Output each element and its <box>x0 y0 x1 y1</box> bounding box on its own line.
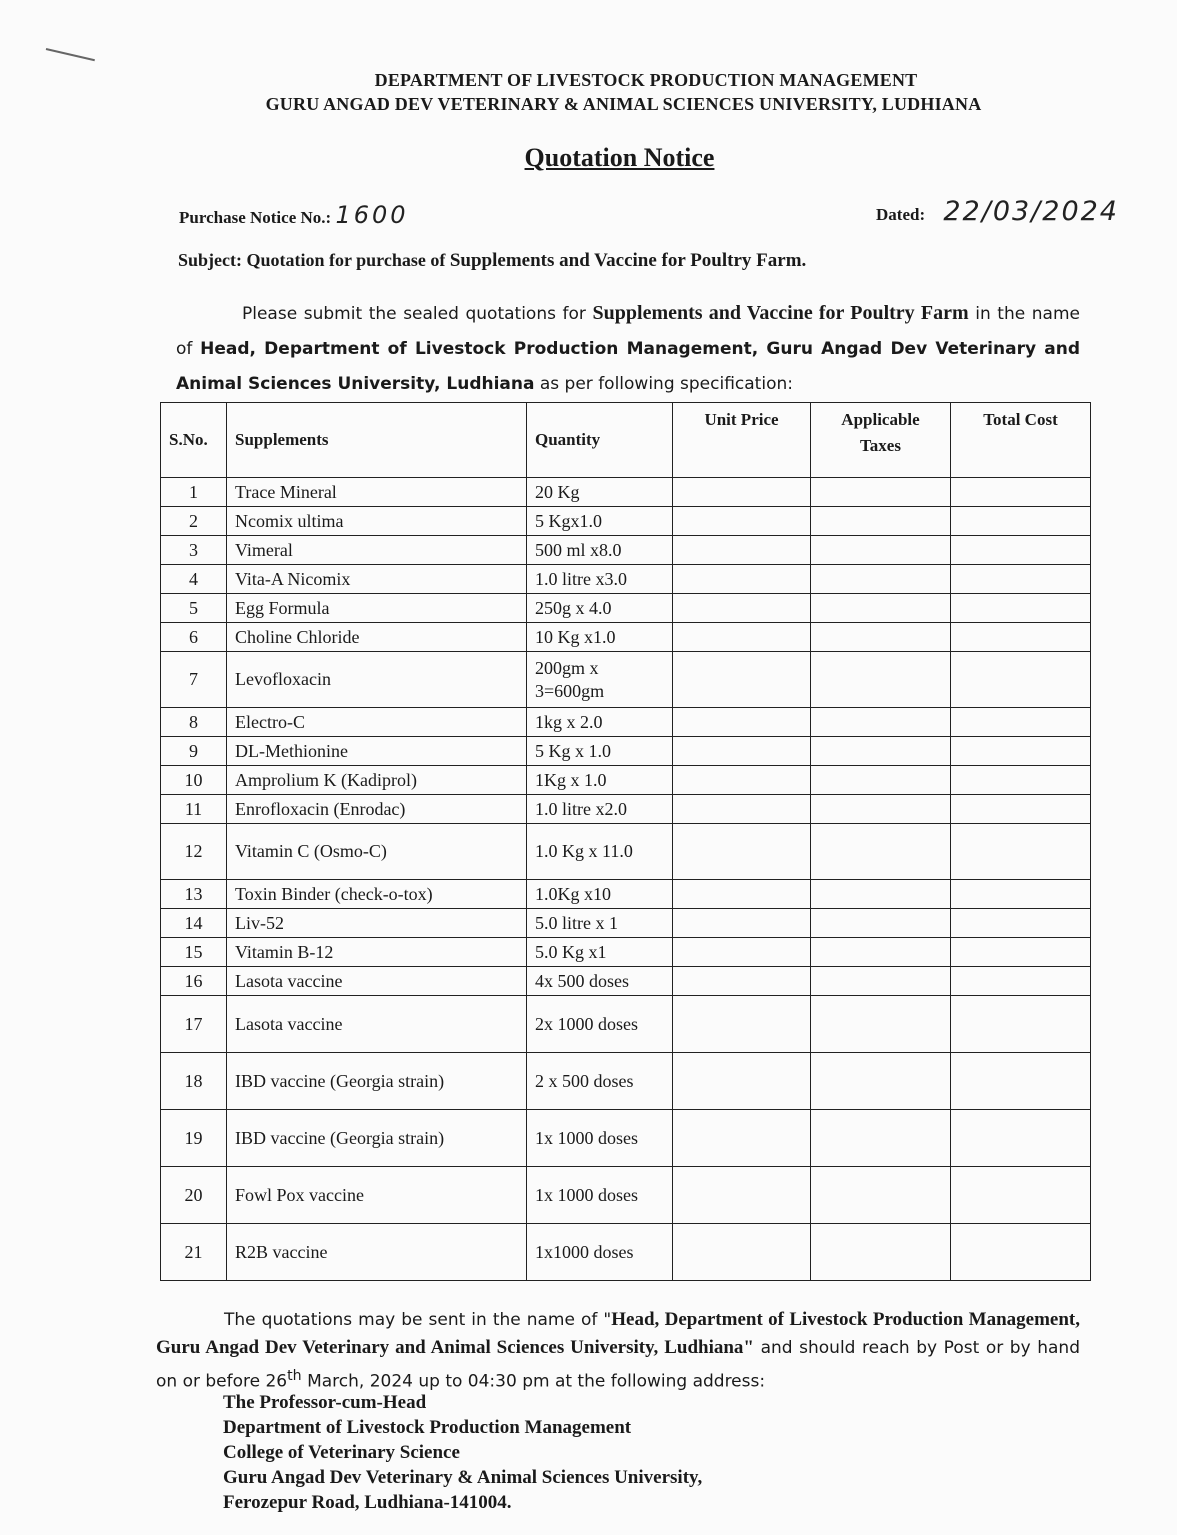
row-quantity: 5.0 Kg x1 <box>527 938 673 967</box>
intro-bold-1: Supplements and Vaccine for Poultry Farm <box>592 302 969 324</box>
address-block <box>223 1390 702 1515</box>
row-applicable-taxes <box>811 880 951 909</box>
row-sno: 10 <box>161 766 227 795</box>
row-total-cost <box>951 824 1091 880</box>
row-sno: 8 <box>161 708 227 737</box>
header-supplements: Supplements <box>227 403 527 478</box>
row-sno: 19 <box>161 1110 227 1167</box>
row-sno: 11 <box>161 795 227 824</box>
table-body <box>161 478 1091 1281</box>
row-quantity: 250g x 4.0 <box>527 594 673 623</box>
row-sno: 21 <box>161 1224 227 1281</box>
row-supplement: Toxin Binder (check-o-tox) <box>227 880 527 909</box>
row-total-cost <box>951 1224 1091 1281</box>
table-row <box>161 594 1091 623</box>
address-line: Guru Angad Dev Veterinary & Animal Sciences University, <box>223 1467 703 1488</box>
row-supplement: Amprolium K (Kadiprol) <box>227 766 527 795</box>
row-sno: 9 <box>161 737 227 766</box>
table-row <box>161 824 1091 880</box>
header-applicable-taxes: Applicable Taxes <box>811 403 951 478</box>
table-row <box>161 478 1091 507</box>
university-name: GURU ANGAD DEV VETERINARY & ANIMAL SCIENCES UNIVERSITY, LUDHIANA <box>265 94 982 114</box>
row-supplement: Levofloxacin <box>227 652 527 708</box>
row-sno: 2 <box>161 507 227 536</box>
row-sno: 12 <box>161 824 227 880</box>
row-total-cost <box>951 594 1091 623</box>
row-supplement: IBD vaccine (Georgia strain) <box>227 1053 527 1110</box>
row-unit-price <box>673 996 811 1053</box>
row-total-cost <box>951 1110 1091 1167</box>
table-row <box>161 795 1091 824</box>
document-header <box>0 68 1177 116</box>
row-quantity: 5 Kgx1.0 <box>527 507 673 536</box>
row-total-cost <box>951 967 1091 996</box>
row-applicable-taxes <box>811 623 951 652</box>
row-sno: 13 <box>161 880 227 909</box>
header-quantity: Quantity <box>527 403 673 478</box>
page-title: Quotation Notice <box>524 143 715 172</box>
address-line: College of Veterinary Science <box>223 1442 460 1463</box>
table-row <box>161 1053 1091 1110</box>
table-row <box>161 536 1091 565</box>
date-label: Dated: <box>876 205 926 224</box>
intro-text-1: Please submit the sealed quotations for <box>242 304 586 324</box>
row-sno: 3 <box>161 536 227 565</box>
row-quantity: 2x 1000 doses <box>527 996 673 1053</box>
pen-mark <box>46 48 95 61</box>
row-unit-price <box>673 507 811 536</box>
purchase-notice-number: 1600 <box>335 201 409 229</box>
row-sno: 5 <box>161 594 227 623</box>
row-quantity: 1.0 Kg x 11.0 <box>527 824 673 880</box>
row-supplement: Vitamin B-12 <box>227 938 527 967</box>
row-supplement: Choline Chloride <box>227 623 527 652</box>
intro-text-2: in the name of <box>176 304 1080 359</box>
row-total-cost <box>951 536 1091 565</box>
row-sno: 18 <box>161 1053 227 1110</box>
intro-paragraph <box>176 296 1080 402</box>
row-supplement: Electro-C <box>227 708 527 737</box>
row-total-cost <box>951 478 1091 507</box>
row-sno: 17 <box>161 996 227 1053</box>
row-applicable-taxes <box>811 1167 951 1224</box>
purchase-notice <box>179 201 409 229</box>
row-applicable-taxes <box>811 1053 951 1110</box>
date-value: 22/03/2024 <box>943 196 1119 227</box>
row-sno: 15 <box>161 938 227 967</box>
subject-prefix: Subject: Quotation for purchase of <box>178 250 446 270</box>
row-unit-price <box>673 1224 811 1281</box>
date-block <box>876 196 1119 227</box>
row-applicable-taxes <box>811 824 951 880</box>
row-total-cost <box>951 652 1091 708</box>
row-applicable-taxes <box>811 708 951 737</box>
table-row <box>161 967 1091 996</box>
row-quantity: 1x1000 doses <box>527 1224 673 1281</box>
row-unit-price <box>673 652 811 708</box>
closing-text-3: March, 2024 up to 04:30 pm at the following address: <box>307 1371 766 1392</box>
row-applicable-taxes <box>811 967 951 996</box>
row-unit-price <box>673 824 811 880</box>
table-row <box>161 708 1091 737</box>
row-applicable-taxes <box>811 507 951 536</box>
closing-bold: Head, Department of Livestock Production Management, Guru Angad Dev Veterinary and Animal Sciences University, Ludhiana" <box>156 1309 1080 1358</box>
intro-text-3: as per following specification: <box>539 374 793 394</box>
row-quantity: 10 Kg x1.0 <box>527 623 673 652</box>
row-total-cost <box>951 737 1091 766</box>
table-row <box>161 652 1091 708</box>
row-applicable-taxes <box>811 565 951 594</box>
header-total-cost: Total Cost <box>951 403 1091 478</box>
closing-paragraph <box>156 1306 1080 1396</box>
row-applicable-taxes <box>811 652 951 708</box>
row-supplement: Vitamin C (Osmo-C) <box>227 824 527 880</box>
row-unit-price <box>673 708 811 737</box>
address-line: Department of Livestock Production Management <box>223 1417 632 1438</box>
header-sno: S.No. <box>161 403 227 478</box>
row-total-cost <box>951 708 1091 737</box>
row-quantity: 1.0 litre x2.0 <box>527 795 673 824</box>
row-applicable-taxes <box>811 536 951 565</box>
row-quantity: 20 Kg <box>527 478 673 507</box>
row-supplement: Trace Mineral <box>227 478 527 507</box>
row-unit-price <box>673 594 811 623</box>
table-row <box>161 996 1091 1053</box>
address-line: Ferozepur Road, Ludhiana-141004. <box>223 1492 512 1513</box>
row-applicable-taxes <box>811 737 951 766</box>
row-sno: 20 <box>161 1167 227 1224</box>
row-supplement: Lasota vaccine <box>227 967 527 996</box>
row-supplement: Lasota vaccine <box>227 996 527 1053</box>
row-quantity: 500 ml x8.0 <box>527 536 673 565</box>
closing-sup: th <box>287 1368 302 1384</box>
address-line: The Professor-cum-Head <box>223 1392 427 1413</box>
row-supplement: R2B vaccine <box>227 1224 527 1281</box>
row-total-cost <box>951 938 1091 967</box>
table-row <box>161 938 1091 967</box>
row-applicable-taxes <box>811 938 951 967</box>
row-supplement: DL-Methionine <box>227 737 527 766</box>
row-applicable-taxes <box>811 1224 951 1281</box>
row-sno: 4 <box>161 565 227 594</box>
row-unit-price <box>673 1167 811 1224</box>
table-row <box>161 623 1091 652</box>
row-unit-price <box>673 1110 811 1167</box>
row-applicable-taxes <box>811 478 951 507</box>
row-total-cost <box>951 1053 1091 1110</box>
row-supplement: Egg Formula <box>227 594 527 623</box>
row-applicable-taxes <box>811 795 951 824</box>
row-unit-price <box>673 1053 811 1110</box>
row-quantity: 1Kg x 1.0 <box>527 766 673 795</box>
row-applicable-taxes <box>811 909 951 938</box>
row-unit-price <box>673 909 811 938</box>
table-row <box>161 1167 1091 1224</box>
table-row <box>161 565 1091 594</box>
row-supplement: Ncomix ultima <box>227 507 527 536</box>
table-row <box>161 1110 1091 1167</box>
row-quantity: 1.0Kg x10 <box>527 880 673 909</box>
row-quantity: 1x 1000 doses <box>527 1110 673 1167</box>
closing-text-2: and should reach by Post or by hand on or before 26 <box>156 1338 1080 1392</box>
department-name: DEPARTMENT OF LIVESTOCK PRODUCTION MANAGEMENT <box>374 70 918 90</box>
row-quantity: 5 Kg x 1.0 <box>527 737 673 766</box>
row-unit-price <box>673 795 811 824</box>
row-supplement: Vimeral <box>227 536 527 565</box>
row-unit-price <box>673 737 811 766</box>
row-total-cost <box>951 795 1091 824</box>
row-quantity: 1.0 litre x3.0 <box>527 565 673 594</box>
row-unit-price <box>673 536 811 565</box>
row-quantity: 2 x 500 doses <box>527 1053 673 1110</box>
row-applicable-taxes <box>811 594 951 623</box>
table-row <box>161 507 1091 536</box>
intro-bold-2: Head, Department of Livestock Production Management, Guru Angad Dev Veterinary and Animal Sciences University, Ludhiana <box>176 339 1081 394</box>
row-quantity: 1kg x 2.0 <box>527 708 673 737</box>
row-total-cost <box>951 909 1091 938</box>
table-row <box>161 1224 1091 1281</box>
specification-table <box>160 402 1091 1281</box>
row-unit-price <box>673 478 811 507</box>
row-supplement: Vita-A Nicomix <box>227 565 527 594</box>
row-sno: 7 <box>161 652 227 708</box>
header-unit-price: Unit Price <box>673 403 811 478</box>
row-applicable-taxes <box>811 996 951 1053</box>
row-quantity: 5.0 litre x 1 <box>527 909 673 938</box>
row-sno: 1 <box>161 478 227 507</box>
row-total-cost <box>951 565 1091 594</box>
row-applicable-taxes <box>811 1110 951 1167</box>
row-sno: 14 <box>161 909 227 938</box>
row-supplement: Enrofloxacin (Enrodac) <box>227 795 527 824</box>
subject-emphasis: Supplements and Vaccine for Poultry Farm. <box>449 250 807 271</box>
row-sno: 16 <box>161 967 227 996</box>
subject-line <box>178 250 806 272</box>
row-unit-price <box>673 565 811 594</box>
row-unit-price <box>673 938 811 967</box>
row-total-cost <box>951 766 1091 795</box>
row-supplement: IBD vaccine (Georgia strain) <box>227 1110 527 1167</box>
row-supplement: Liv-52 <box>227 909 527 938</box>
row-sno: 6 <box>161 623 227 652</box>
row-total-cost <box>951 623 1091 652</box>
purchase-notice-label: Purchase Notice No.: <box>179 208 332 227</box>
row-unit-price <box>673 623 811 652</box>
row-unit-price <box>673 880 811 909</box>
table-row <box>161 880 1091 909</box>
row-quantity: 200gm x 3=600gm <box>527 652 673 708</box>
row-supplement: Fowl Pox vaccine <box>227 1167 527 1224</box>
row-total-cost <box>951 996 1091 1053</box>
closing-text-1: The quotations may be sent in the name of " <box>224 1310 612 1330</box>
row-quantity: 1x 1000 doses <box>527 1167 673 1224</box>
table-row <box>161 766 1091 795</box>
row-unit-price <box>673 967 811 996</box>
row-quantity: 4x 500 doses <box>527 967 673 996</box>
row-applicable-taxes <box>811 766 951 795</box>
row-unit-price <box>673 766 811 795</box>
table-row <box>161 737 1091 766</box>
row-total-cost <box>951 507 1091 536</box>
table-header-row <box>161 403 1091 478</box>
table-row <box>161 909 1091 938</box>
row-total-cost <box>951 1167 1091 1224</box>
row-total-cost <box>951 880 1091 909</box>
